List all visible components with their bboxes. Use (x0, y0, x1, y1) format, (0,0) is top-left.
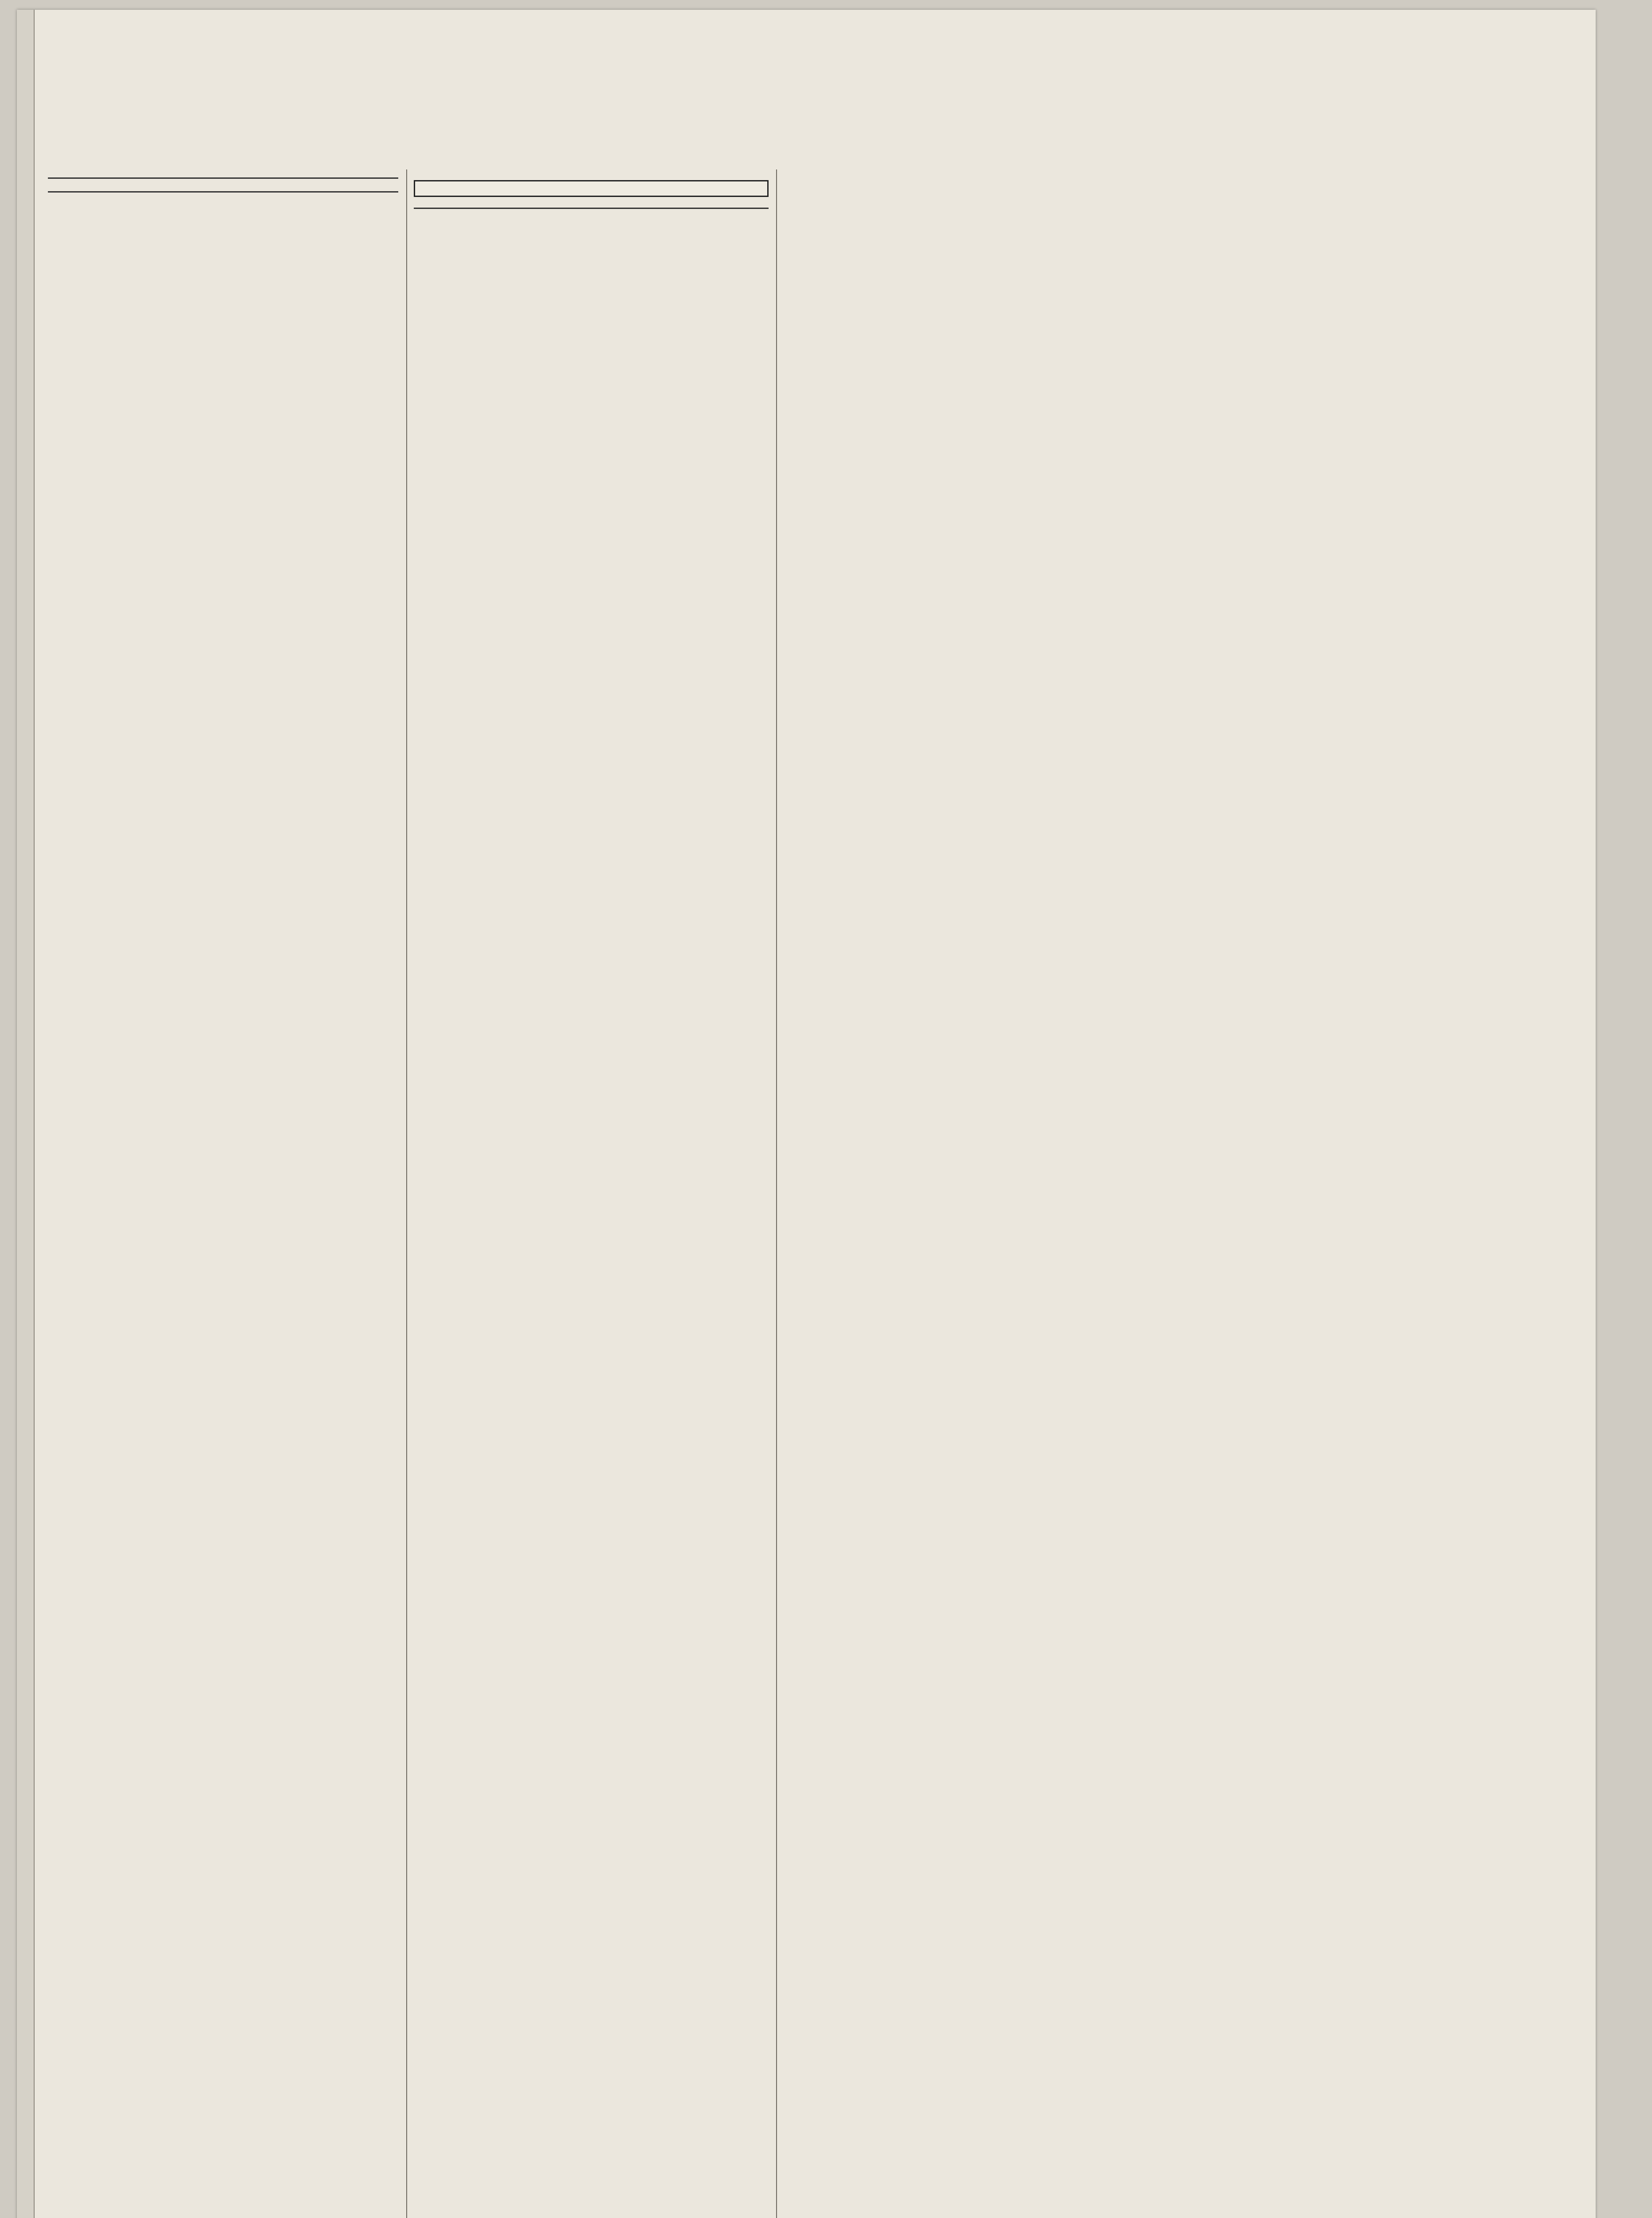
advertisement-bestecke (414, 180, 769, 197)
section-rule (414, 208, 769, 209)
column-rule (776, 169, 777, 2218)
column-1 (48, 169, 398, 2218)
column-rule (406, 169, 407, 2218)
section-rule (48, 191, 398, 193)
newspaper-page (17, 10, 1596, 2218)
column-2 (414, 169, 769, 2218)
previous-page-strip (17, 10, 35, 2218)
section-rule (48, 177, 398, 179)
